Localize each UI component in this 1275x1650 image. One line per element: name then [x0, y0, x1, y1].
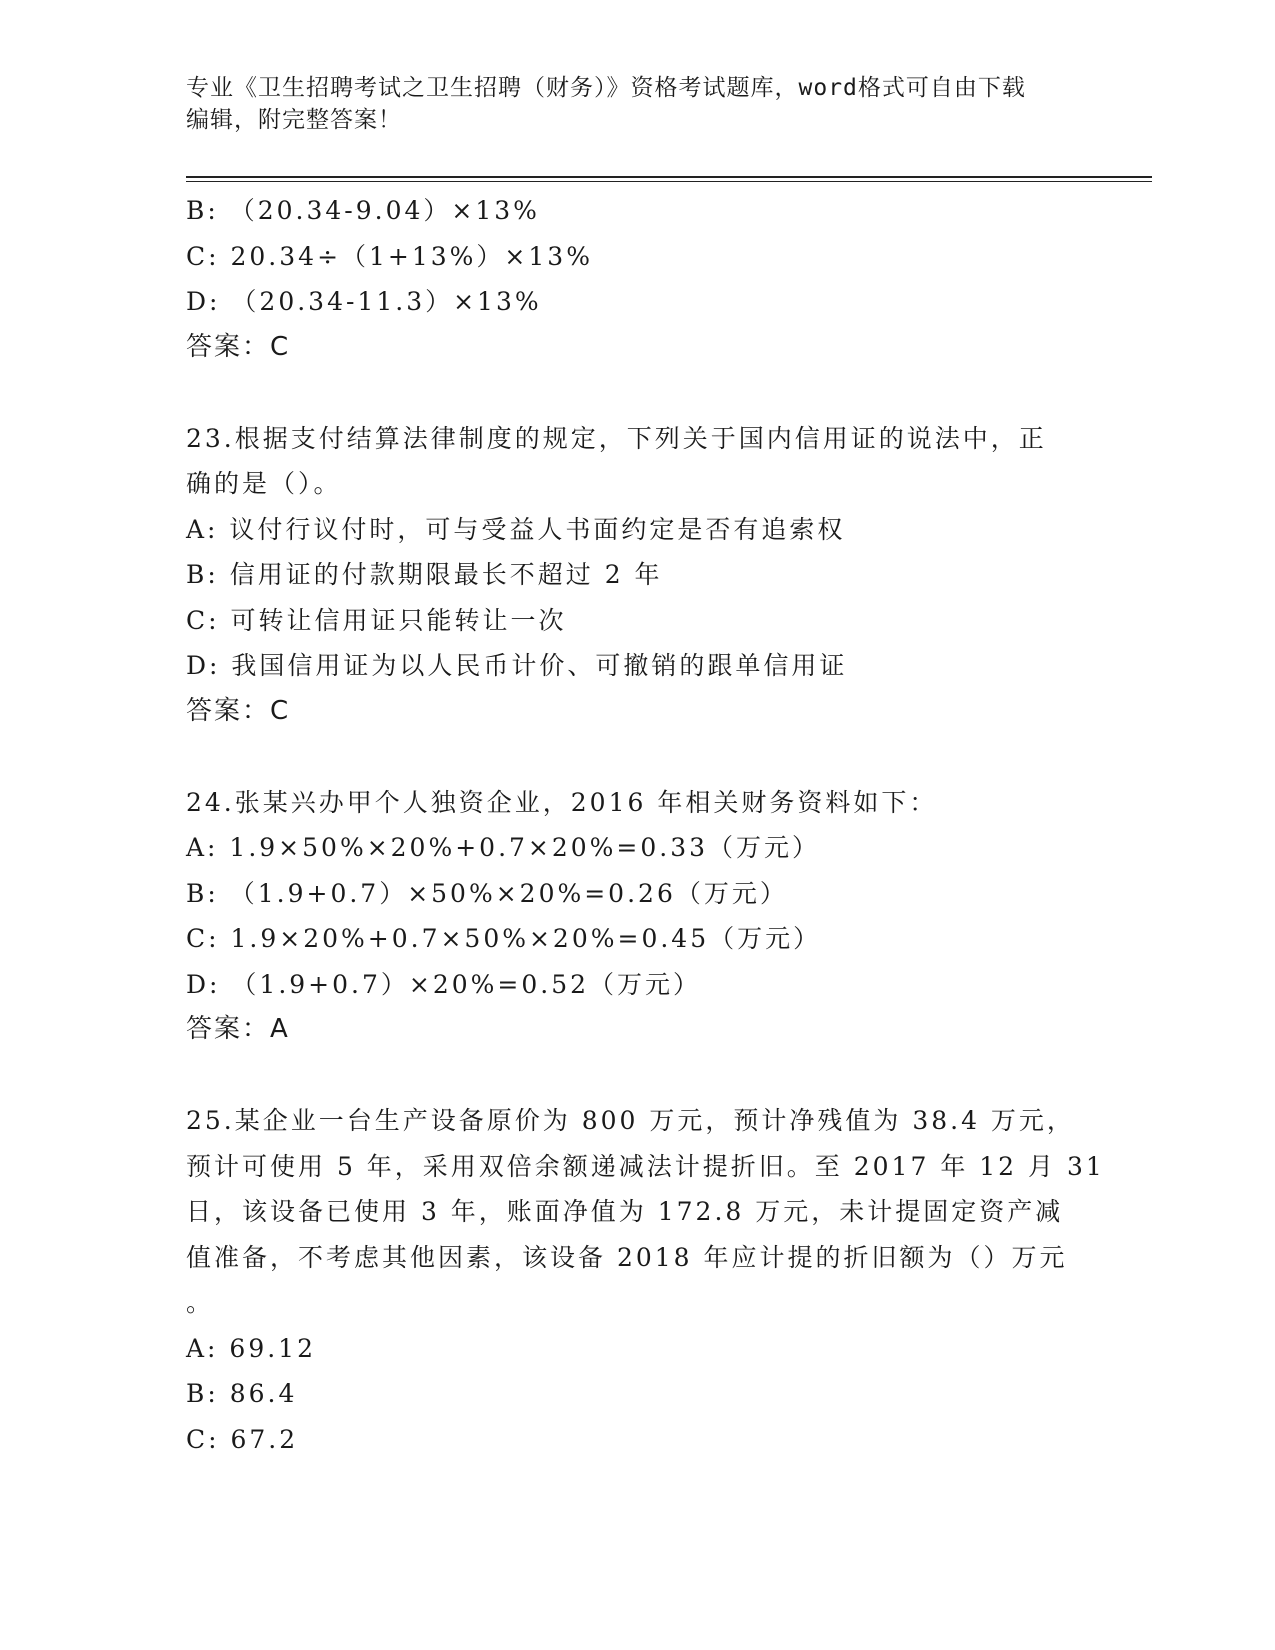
question-text-line: 25.某企业一台生产设备原价为 800 万元，预计净残值为 38.4 万元， [186, 1106, 1075, 1135]
question-text-line: 23.根据支付结算法律制度的规定，下列关于国内信用证的说法中，正 [186, 423, 1047, 453]
header-title-line-2: 编辑，附完整答案！ [186, 107, 402, 133]
question-24 [186, 780, 1086, 1053]
option-c: C: 可转让信用证只能转让一次 [186, 605, 567, 635]
option-d: D: （20.34-11.3）×13% [186, 287, 542, 316]
header-title-line-1: 专业《卫生招聘考试之卫生招聘（财务）》资格考试题库，word格式可自由下载 [186, 75, 1026, 101]
option-a: A: 69.12 [186, 1333, 316, 1363]
question-23 [186, 416, 1086, 735]
question-22 [186, 188, 1086, 370]
answer: 答案：C [186, 695, 291, 726]
question-25 [186, 1098, 1105, 1462]
option-b: B: （20.34-9.04）×13% [186, 196, 540, 225]
option-d: D: 我国信用证为以人民币计价、可撤销的跟单信用证 [186, 651, 848, 680]
document-body [186, 188, 1105, 1462]
option-b: B: （1.9+0.7）×50%×20%=0.26（万元） [186, 878, 788, 908]
option-a: A: 议付行议付时，可与受益人书面约定是否有追索权 [186, 514, 846, 544]
option-d: D: （1.9+0.7）×20%=0.52（万元） [186, 969, 702, 999]
answer: 答案：C [186, 331, 291, 362]
question-text-line: 值准备，不考虑其他因素，该设备 2018 年应计提的折旧额为（）万元 [186, 1242, 1068, 1272]
spacer [186, 1053, 1086, 1099]
option-c: C: 1.9×20%+0.7×50%×20%=0.45（万元） [186, 924, 822, 953]
option-c: C: 67.2 [186, 1424, 299, 1454]
option-a: A: 1.9×50%×20%+0.7×20%=0.33（万元） [186, 833, 821, 862]
question-text-line: 。 [186, 1288, 212, 1317]
question-text-line: 预计可使用 5 年，采用双倍余额递减法计提折旧。至 2017 年 12 月 31 [186, 1151, 1105, 1181]
header-divider-thin [186, 181, 1152, 182]
header-divider-thick [186, 176, 1152, 178]
spacer [186, 370, 1086, 416]
document-header [186, 72, 1066, 136]
question-text-line: 日，该设备已使用 3 年，账面净值为 172.8 万元，未计提固定资产减 [186, 1197, 1064, 1226]
answer: 答案：A [186, 1014, 290, 1044]
question-text-line: 确的是（）。 [186, 469, 342, 498]
option-b: B: 86.4 [186, 1379, 298, 1408]
option-b: B: 信用证的付款期限最长不超过 2 年 [186, 560, 663, 589]
spacer [186, 734, 1086, 780]
option-c: C: 20.34÷（1+13%）×13% [186, 241, 593, 271]
question-text-line: 24.张某兴办甲个人独资企业，2016 年相关财务资料如下： [186, 787, 938, 817]
